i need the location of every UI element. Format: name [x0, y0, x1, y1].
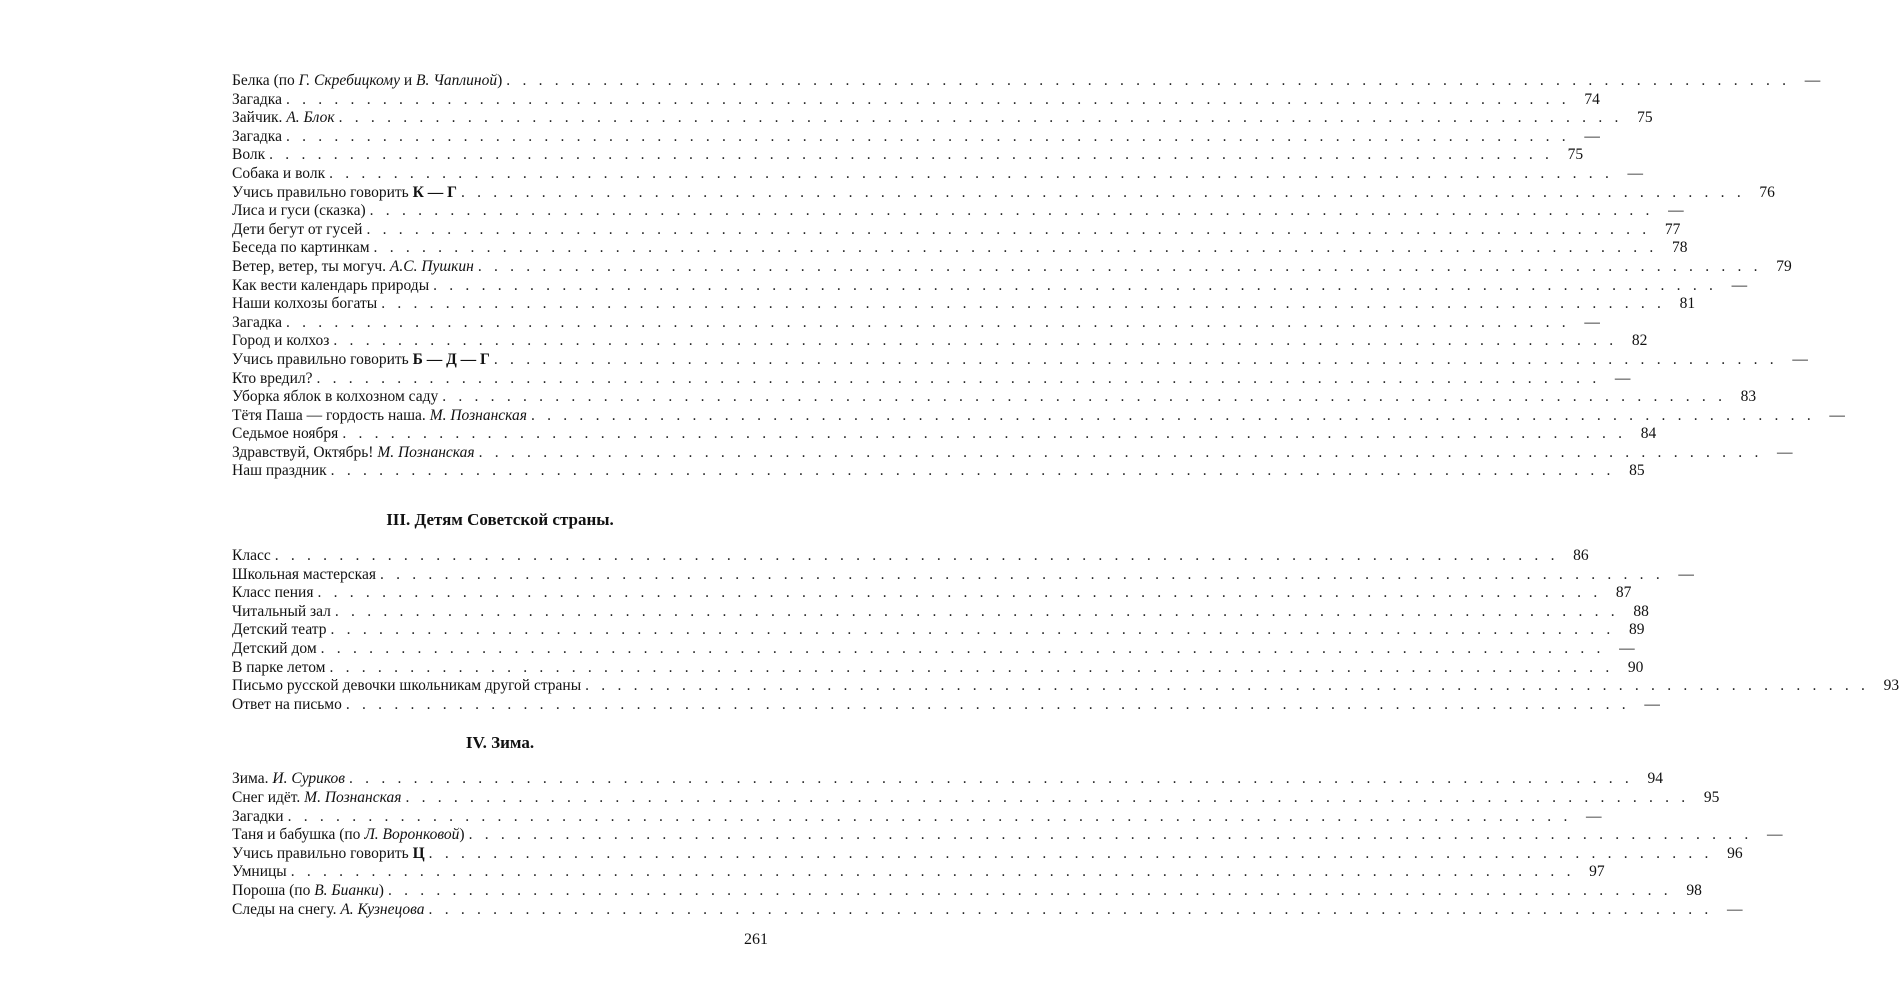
entry-page: 93	[1883, 677, 1899, 695]
entry-text: Учись правильно говорить	[232, 183, 413, 201]
entry-page: —	[1777, 443, 1793, 461]
toc-entry	[232, 313, 1600, 333]
toc-entry	[232, 443, 1793, 463]
entry-title	[232, 295, 381, 314]
dot-leader: . . . . . . . . . . . . . . . . . . . . . . . . . . . . . . . . . . . . . . . . . . . . . . . . . . . . . . . . . . . . . . . . . . . . . . . . . . . . . . . .	[274, 547, 1559, 565]
entry-title	[232, 808, 288, 827]
section-heading: IV. Зима.	[465, 733, 535, 753]
entry-page: 96	[1727, 844, 1743, 862]
entry-title	[232, 351, 494, 370]
entry-title	[232, 770, 349, 789]
entry-title	[232, 863, 291, 882]
dot-leader: . . . . . . . . . . . . . . . . . . . . . . . . . . . . . . . . . . . . . . . . . . . . . . . . . . . . . . . . . . . . . . . . . . . . . . . . . . . . . . . .	[285, 127, 1570, 145]
entry-page: 83	[1740, 388, 1757, 406]
entry-text: Загадка	[232, 127, 282, 145]
entry-text: Ветер, ветер, ты могуч.	[232, 257, 390, 275]
entry-text: )	[378, 881, 384, 899]
entry-text: Таня и бабушка (по	[232, 826, 365, 844]
entry-text: Уборка яблок в колхозном саду	[232, 388, 439, 406]
entry-title	[232, 146, 269, 165]
entry-title	[232, 332, 333, 351]
entry-text: Загадки	[232, 807, 284, 825]
entry-author: В. Бианки	[314, 881, 379, 899]
entry-text: Лиса и гуси (сказка)	[232, 202, 366, 220]
entry-page: —	[1829, 406, 1845, 424]
dot-leader: . . . . . . . . . . . . . . . . . . . . . . . . . . . . . . . . . . . . . . . . . . . . . . . . . . . . . . . . . . . . . . . . . . . . . . . . . . . . . . . .	[333, 332, 1618, 350]
toc-entry	[232, 462, 1645, 481]
entry-text: Тётя Паша — гордость наша.	[232, 406, 430, 424]
entry-page: —	[1586, 807, 1602, 825]
dot-leader: . . . . . . . . . . . . . . . . . . . . . . . . . . . . . . . . . . . . . . . . . . . . . . . . . . . . . . . . . . . . . . . . . . . . . . . . . . . . . . . .	[381, 295, 1666, 313]
entry-title	[232, 603, 335, 622]
toc-section	[232, 714, 1783, 919]
entry-title	[232, 677, 585, 696]
dot-leader: . . . . . . . . . . . . . . . . . . . . . . . . . . . . . . . . . . . . . . . . . . . . . . . . . . . . . . . . . . . . . . . . . . . . . . . . . . . . . . . .	[342, 425, 1627, 443]
entry-page: —	[1731, 276, 1748, 294]
entry-title	[232, 258, 478, 277]
toc-entry	[232, 369, 1631, 389]
entry-title	[232, 882, 388, 901]
entry-text: Волк	[232, 146, 266, 164]
entry-page: 77	[1664, 220, 1681, 238]
entry-page: 74	[1584, 90, 1600, 108]
toc-entry	[232, 640, 1635, 659]
toc-entry	[232, 257, 1792, 277]
toc-entry	[232, 565, 1694, 585]
entry-title	[232, 202, 370, 221]
entry-author: М. Познанская	[429, 406, 527, 424]
entry-text: Письмо русской девочки школьникам другой страны	[232, 677, 582, 695]
entry-text: Наши колхозы богаты	[232, 295, 378, 313]
toc-entry	[232, 146, 1584, 165]
table-of-contents	[232, 72, 1899, 919]
toc-entry	[232, 863, 1605, 882]
toc-entry	[232, 109, 1653, 128]
entry-text: Кто вредил?	[232, 369, 313, 387]
entry-page: 81	[1679, 295, 1696, 313]
entry-text: Дети бегут от гусей	[232, 220, 363, 238]
entry-author: В. Чаплиной	[416, 72, 498, 89]
toc-entry	[232, 295, 1696, 314]
entry-author: А. Кузнецова	[340, 900, 425, 918]
dot-leader: . . . . . . . . . . . . . . . . . . . . . . . . . . . . . . . . . . . . . . . . . . . . . . . . . . . . . . . . . . . . . . . . . . . . . . . . . . . . . . . .	[369, 202, 1654, 220]
entry-page: —	[1584, 127, 1600, 145]
entry-title	[232, 277, 433, 296]
dot-leader: . . . . . . . . . . . . . . . . . . . . . . . . . . . . . . . . . . . . . . . . . . . . . . . . . . . . . . . . . . . . . . . . . . . . . . . . . . . . . . . .	[373, 239, 1658, 257]
entry-text: Белка (по	[232, 72, 299, 89]
entry-sounds: Ц	[412, 844, 425, 862]
entry-text: Класс пения	[232, 584, 314, 602]
toc-entry	[232, 826, 1783, 845]
entry-title	[232, 621, 331, 640]
entry-author: Л. Воронковой	[364, 826, 460, 844]
entry-title	[232, 547, 275, 566]
entry-page: —	[1726, 900, 1743, 918]
dot-leader: . . . . . . . . . . . . . . . . . . . . . . . . . . . . . . . . . . . . . . . . . . . . . . . . . . . . . . . . . . . . . . . . . . . . . . . . . . . . . . . .	[329, 164, 1614, 182]
entry-title	[232, 184, 461, 203]
entry-title	[232, 128, 286, 147]
toc-entry	[232, 900, 1743, 920]
entry-text: Зима.	[232, 770, 273, 788]
toc-entry	[232, 276, 1748, 296]
entry-title	[232, 659, 329, 678]
entry-title	[232, 314, 286, 333]
entry-text: Читальный зал	[232, 602, 331, 620]
dot-leader: . . . . . . . . . . . . . . . . . . . . . . . . . . . . . . . . . . . . . . . . . . . . . . . . . . . . . . . . . . . . . . . . . . . . . . . . . . . . . . . .	[442, 388, 1727, 406]
entry-text: Беседа по картинкам	[232, 239, 370, 257]
page-number: 261	[744, 931, 768, 948]
dot-leader: . . . . . . . . . . . . . . . . . . . . . . . . . . . . . . . . . . . . . . . . . . . . . . . . . . . . . . . . . . . . . . . . . . . . . . . . . . . . . . . .	[428, 900, 1713, 918]
entry-title	[232, 901, 429, 920]
entry-title	[232, 462, 331, 481]
entry-page: —	[1584, 313, 1600, 331]
dot-leader: . . . . . . . . . . . . . . . . . . . . . . . . . . . . . . . . . . . . . . . . . . . . . . . . . . . . . . . . . . . . . . . . . . . . . . . . . . . . . . . .	[477, 257, 1762, 275]
entry-author: М. Познанская	[377, 443, 475, 461]
dot-leader: . . . . . . . . . . . . . . . . . . . . . . . . . . . . . . . . . . . . . . . . . . . . . . . . . . . . . . . . . . . . . . . . . . . . . . . . . . . . . . . .	[317, 584, 1602, 602]
entry-title	[232, 370, 316, 389]
toc-entry	[232, 350, 1808, 370]
entry-sounds: Б — Д — Г	[412, 350, 490, 368]
entry-title	[232, 407, 531, 426]
toc-section	[232, 491, 1899, 714]
dot-leader: . . . . . . . . . . . . . . . . . . . . . . . . . . . . . . . . . . . . . . . . . . . . . . . . . . . . . . . . . . . . . . . . . . . . . . . . . . . . . . . .	[285, 313, 1570, 331]
entry-title	[232, 845, 429, 864]
entry-page: 94	[1647, 770, 1663, 788]
entry-author: А. Блок	[286, 109, 335, 127]
entry-page: —	[1614, 369, 1631, 387]
dot-leader: . . . . . . . . . . . . . . . . . . . . . . . . . . . . . . . . . . . . . . . . . . . . . . . . . . . . . . . . . . . . . . . . . . . . . . . . . . . . . . . .	[433, 276, 1718, 294]
entry-text: Загадка	[232, 90, 282, 108]
toc-entry	[232, 183, 1775, 203]
toc-entry	[232, 332, 1648, 351]
entry-text: Школьная мастерская	[232, 565, 376, 583]
entry-title	[232, 640, 321, 659]
dot-leader: . . . . . . . . . . . . . . . . . . . . . . . . . . . . . . . . . . . . . . . . . . . . . . . . . . . . . . . . . . . . . . . . . . . . . . . . . . . . . . . .	[330, 462, 1615, 480]
entry-text: )	[459, 826, 465, 844]
toc-entry	[232, 406, 1845, 426]
dot-leader: . . . . . . . . . . . . . . . . . . . . . . . . . . . . . . . . . . . . . . . . . . . . . . . . . . . . . . . . . . . . . . . . . . . . . . . . . . . . . . . .	[428, 844, 1713, 862]
entry-title	[232, 696, 346, 715]
dot-leader: . . . . . . . . . . . . . . . . . . . . . . . . . . . . . . . . . . . . . . . . . . . . . . . . . . . . . . . . . . . . . . . . . . . . . . . . . . . . . . . .	[460, 183, 1745, 201]
dot-leader: . . . . . . . . . . . . . . . . . . . . . . . . . . . . . . . . . . . . . . . . . . . . . . . . . . . . . . . . . . . . . . . . . . . . . . . . . . . . . . . .	[320, 640, 1605, 658]
dot-leader: . . . . . . . . . . . . . . . . . . . . . . . . . . . . . . . . . . . . . . . . . . . . . . . . . . . . . . . . . . . . . . . . . . . . . . . . . . . . . . . .	[345, 695, 1630, 713]
entry-page: 98	[1686, 881, 1702, 899]
dot-leader: . . . . . . . . . . . . . . . . . . . . . . . . . . . . . . . . . . . . . . . . . . . . . . . . . . . . . . . . . . . . . . . . . . . . . . . . . . . . . . . .	[329, 658, 1614, 676]
entry-text: )	[497, 72, 503, 89]
dot-leader: . . . . . . . . . . . . . . . . . . . . . . . . . . . . . . . . . . . . . . . . . . . . . . . . . . . . . . . . . . . . . . . . . . . . . . . . . . . . . . . .	[530, 406, 1815, 424]
entry-page: 82	[1631, 332, 1648, 350]
toc-entry	[232, 239, 1688, 258]
entry-title	[232, 444, 479, 463]
entry-page: 87	[1615, 584, 1632, 602]
toc-entry	[232, 770, 1663, 789]
dot-leader: . . . . . . . . . . . . . . . . . . . . . . . . . . . . . . . . . . . . . . . . . . . . . . . . . . . . . . . . . . . . . . . . . . . . . . . . . . . . . . . .	[290, 863, 1575, 881]
entry-text: Класс	[232, 547, 271, 565]
dot-leader: . . . . . . . . . . . . . . . . . . . . . . . . . . . . . . . . . . . . . . . . . . . . . . . . . . . . . . . . . . . . . . . . . . . . . . . . . . . . . . . .	[478, 443, 1763, 461]
entry-text: Умницы	[232, 863, 287, 881]
entry-title	[232, 239, 374, 258]
entry-text: Здравствуй, Октябрь!	[232, 443, 378, 461]
entry-text: Как вести календарь природы	[232, 276, 430, 294]
dot-leader: . . . . . . . . . . . . . . . . . . . . . . . . . . . . . . . . . . . . . . . . . . . . . . . . . . . . . . . . . . . . . . . . . . . . . . . . . . . . . . . .	[585, 677, 1870, 695]
entry-title	[232, 789, 405, 808]
toc-entry	[232, 202, 1684, 221]
entry-page: 75	[1567, 146, 1584, 164]
dot-leader: . . . . . . . . . . . . . . . . . . . . . . . . . . . . . . . . . . . . . . . . . . . . . . . . . . . . . . . . . . . . . . . . . . . . . . . . . . . . . . . .	[316, 369, 1601, 387]
entry-text: Учись правильно говорить	[232, 844, 413, 862]
entry-text: Детский дом	[232, 640, 317, 658]
entry-text: Наш праздник	[232, 462, 327, 480]
dot-leader: . . . . . . . . . . . . . . . . . . . . . . . . . . . . . . . . . . . . . . . . . . . . . . . . . . . . . . . . . . . . . . . . . . . . . . . . . . . . . . . .	[468, 826, 1753, 844]
toc-entry	[232, 677, 1899, 696]
entry-text: В парке летом	[232, 658, 326, 676]
dot-leader: . . . . . . . . . . . . . . . . . . . . . . . . . . . . . . . . . . . . . . . . . . . . . . . . . . . . . . . . . . . . . . . . . . . . . . . . . . . . . . . .	[366, 220, 1651, 238]
toc-entry	[232, 127, 1600, 147]
entry-page: —	[1627, 164, 1644, 182]
entry-author: М. Познанская	[304, 789, 402, 806]
entry-author: Г. Скребицкому	[298, 72, 400, 89]
entry-text: Зайчик.	[232, 109, 287, 127]
dot-leader: . . . . . . . . . . . . . . . . . . . . . . . . . . . . . . . . . . . . . . . . . . . . . . . . . . . . . . . . . . . . . . . . . . . . . . . . . . . . . . . .	[285, 90, 1570, 108]
entry-text: Пороша (по	[232, 881, 315, 899]
dot-leader: . . . . . . . . . . . . . . . . . . . . . . . . . . . . . . . . . . . . . . . . . . . . . . . . . . . . . . . . . . . . . . . . . . . . . . . . . . . . . . . .	[338, 109, 1623, 127]
entry-page: —	[1767, 826, 1783, 844]
entry-text: Седьмое ноября	[232, 425, 339, 443]
entry-page: 78	[1671, 239, 1688, 257]
entry-page: 76	[1759, 183, 1775, 201]
dot-leader: . . . . . . . . . . . . . . . . . . . . . . . . . . . . . . . . . . . . . . . . . . . . . . . . . . . . . . . . . . . . . . . . . . . . . . . . . . . . . . . .	[387, 881, 1672, 899]
entry-title	[232, 91, 286, 110]
entry-author: А.С. Пушкин	[389, 257, 474, 275]
entry-page: 85	[1629, 462, 1645, 480]
entry-page: 97	[1589, 863, 1605, 881]
toc-entry	[232, 881, 1702, 901]
toc-section	[232, 72, 1845, 481]
entry-page: 90	[1627, 658, 1644, 676]
dot-leader: . . . . . . . . . . . . . . . . . . . . . . . . . . . . . . . . . . . . . . . . . . . . . . . . . . . . . . . . . . . . . . . . . . . . . . . . . . . . . . . .	[379, 565, 1664, 583]
toc-entry	[232, 695, 1660, 715]
entry-title	[232, 221, 366, 240]
entry-author: И. Суриков	[272, 770, 346, 788]
entry-page: 75	[1637, 109, 1653, 127]
entry-title	[232, 388, 442, 407]
entry-text: Детский театр	[232, 621, 327, 639]
toc-entry	[232, 658, 1644, 678]
entry-page: 89	[1628, 621, 1645, 639]
toc-entry	[232, 425, 1657, 444]
toc-entry	[232, 844, 1743, 864]
entry-title	[232, 165, 329, 184]
entry-page: 86	[1573, 547, 1589, 565]
entry-page: 79	[1776, 257, 1792, 275]
toc-entry	[232, 807, 1602, 827]
toc-entry	[232, 164, 1644, 184]
dot-leader: . . . . . . . . . . . . . . . . . . . . . . . . . . . . . . . . . . . . . . . . . . . . . . . . . . . . . . . . . . . . . . . . . . . . . . . . . . . . . . . .	[287, 807, 1572, 825]
dot-leader: . . . . . . . . . . . . . . . . . . . . . . . . . . . . . . . . . . . . . . . . . . . . . . . . . . . . . . . . . . . . . . . . . . . . . . . . . . . . . . . .	[334, 602, 1619, 620]
toc-entry	[232, 547, 1589, 566]
entry-page: 95	[1703, 789, 1720, 806]
entry-page: —	[1792, 350, 1808, 368]
dot-leader: . . . . . . . . . . . . . . . . . . . . . . . . . . . . . . . . . . . . . . . . . . . . . . . . . . . . . . . . . . . . . . . . . . . . . . . . . . . . . . . .	[349, 770, 1633, 788]
toc-entry	[232, 220, 1681, 240]
entry-title	[232, 425, 342, 444]
entry-page: —	[1619, 640, 1635, 658]
toc-entry	[232, 602, 1649, 622]
entry-text: Собака и волк	[232, 164, 326, 182]
toc-entry	[232, 90, 1600, 110]
section-heading: III. Детям Советской страны.	[386, 510, 614, 530]
entry-page: —	[1644, 695, 1660, 713]
entry-text: и	[399, 72, 417, 89]
entry-title	[232, 109, 339, 128]
entry-text: Снег идёт.	[232, 789, 305, 806]
entry-page: —	[1668, 202, 1684, 220]
entry-page: —	[1678, 565, 1694, 583]
entry-text: Следы на снегу.	[232, 900, 341, 918]
entry-page: 84	[1640, 425, 1657, 443]
entry-text: Ответ на письмо	[232, 695, 342, 713]
entry-title	[232, 566, 380, 585]
dot-leader: . . . . . . . . . . . . . . . . . . . . . . . . . . . . . . . . . . . . . . . . . . . . . . . . . . . . . . . . . . . . . . . . . . . . . . . . . . . . . . . .	[506, 72, 1791, 89]
toc-entry	[232, 388, 1757, 407]
dot-leader: . . . . . . . . . . . . . . . . . . . . . . . . . . . . . . . . . . . . . . . . . . . . . . . . . . . . . . . . . . . . . . . . . . . . . . . . . . . . . . . .	[493, 350, 1778, 368]
dot-leader: . . . . . . . . . . . . . . . . . . . . . . . . . . . . . . . . . . . . . . . . . . . . . . . . . . . . . . . . . . . . . . . . . . . . . . . . . . . . . . . .	[405, 789, 1690, 806]
entry-text: Загадка	[232, 313, 282, 331]
dot-leader: . . . . . . . . . . . . . . . . . . . . . . . . . . . . . . . . . . . . . . . . . . . . . . . . . . . . . . . . . . . . . . . . . . . . . . . . . . . . . . . .	[269, 146, 1554, 164]
entry-page: 88	[1633, 602, 1649, 620]
toc-entry	[232, 789, 1720, 808]
toc-entry	[232, 72, 1821, 91]
entry-text: Учись правильно говорить	[232, 350, 413, 368]
entry-title	[232, 584, 317, 603]
toc-entry	[232, 584, 1632, 603]
entry-sounds: К — Г	[412, 183, 457, 201]
entry-page: —	[1804, 72, 1821, 89]
entry-text: Город и колхоз	[232, 332, 330, 350]
toc-entry	[232, 621, 1645, 640]
dot-leader: . . . . . . . . . . . . . . . . . . . . . . . . . . . . . . . . . . . . . . . . . . . . . . . . . . . . . . . . . . . . . . . . . . . . . . . . . . . . . . . .	[330, 621, 1615, 639]
entry-title	[232, 826, 469, 845]
entry-title	[232, 72, 506, 91]
